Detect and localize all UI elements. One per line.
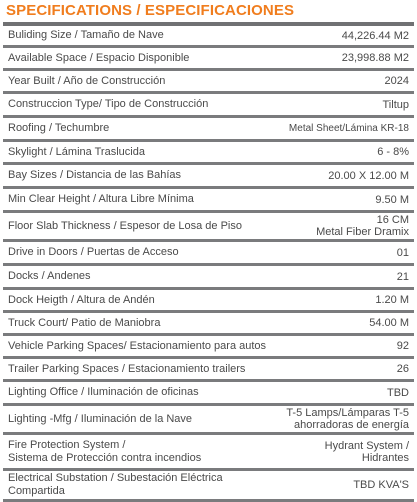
spec-value: 23,998.88 M2 [341, 52, 409, 64]
spec-label: Floor Slab Thickness / Espesor de Losa de Piso [8, 219, 242, 232]
spec-row-fire-protection [3, 435, 414, 471]
spec-label: Vehicle Parking Spaces/ Estacionamiento para autos [8, 339, 267, 352]
spec-value: Hydrant System / Hidrantes [324, 439, 409, 464]
spec-label: Year Built / Año de Construcción [8, 74, 166, 87]
spec-label: Drive in Doors / Puertas de Acceso [8, 246, 179, 258]
spec-value: T-5 Lamps/Lámparas T-5 ahorradoras de energía [286, 407, 409, 431]
spec-value: 2024 [384, 75, 409, 87]
spec-label: Buliding Size / Tamaño de Nave [8, 29, 164, 41]
spec-value: 21 [396, 270, 409, 283]
spec-value: Tiltup [382, 98, 409, 111]
spec-row-available-space [3, 48, 414, 71]
spec-value: 9.50 M [375, 193, 409, 206]
spec-label: Truck Court/ Patio de Maniobra [8, 316, 161, 329]
spec-label: Docks / Andenes [8, 270, 91, 282]
spec-row-bay-sizes [3, 165, 414, 189]
spec-row-vehicle-parking [3, 336, 414, 359]
spec-row-floor-slab [3, 213, 414, 242]
spec-label: Skylight / Lámina Traslucida [8, 145, 145, 158]
spec-value: 92 [396, 340, 409, 352]
spec-row-trailer-parking [3, 359, 414, 382]
spec-row-docks [3, 266, 414, 290]
spec-value: 26 [396, 363, 409, 375]
spec-value: TBD KVA'S [353, 479, 409, 491]
spec-row-drive-in-doors [3, 242, 414, 266]
spec-row-construction-type [3, 94, 414, 118]
spec-label: Dock Heigth / Altura de Andén [8, 293, 155, 306]
spec-value: 16 CM Metal Fiber Dramix [316, 214, 409, 238]
spec-value: TBD [387, 386, 409, 399]
spec-label: Roofing / Techumbre [8, 122, 110, 134]
spec-value: 44,226.44 M2 [341, 29, 409, 42]
spec-label: Lighting -Mfg / Iluminación de la Nave [8, 412, 193, 425]
spec-label: Available Space / Espacio Disponible [8, 51, 190, 64]
spec-row-lighting-office [3, 382, 414, 406]
spec-table [3, 26, 414, 502]
spec-row-truck-court [3, 313, 414, 336]
spec-label: Bay Sizes / Distancia de las Bahías [8, 169, 182, 181]
spec-row-electrical-substation [3, 471, 414, 502]
spec-value: 01 [396, 246, 409, 259]
spec-row-building-size [3, 26, 414, 48]
spec-value: 54.00 M [369, 317, 409, 329]
spec-label: Construccion Type/ Tipo de Construcción [8, 98, 209, 110]
spec-row-skylight [3, 142, 414, 165]
spec-row-min-clear-height [3, 189, 414, 213]
spec-label: Fire Protection System / Sistema de Protección contra incendios [8, 438, 202, 464]
spec-value: 6 - 8% [377, 146, 409, 158]
spec-row-year-built [3, 71, 414, 94]
spec-value: Metal Sheet/Lámina KR-18 [288, 122, 409, 134]
spec-label: Lighting Office / Iluminación de oficinas [8, 386, 199, 398]
spec-row-dock-height [3, 290, 414, 313]
spec-value: 1.20 M [375, 294, 409, 306]
spec-label: Trailer Parking Spaces / Estacionamiento trailers [8, 362, 246, 375]
spec-row-lighting-mfg [3, 406, 414, 435]
spec-label: Min Clear Height / Altura Libre Mínima [8, 193, 194, 205]
spec-label: Electrical Substation / Subestación Eléctrica Compartida [8, 472, 223, 497]
sheet-title: SPECIFICATIONS / ESPECIFICACIONES [6, 2, 295, 19]
spec-row-roofing [3, 118, 414, 142]
spec-value: 20.00 X 12.00 M [328, 169, 409, 182]
